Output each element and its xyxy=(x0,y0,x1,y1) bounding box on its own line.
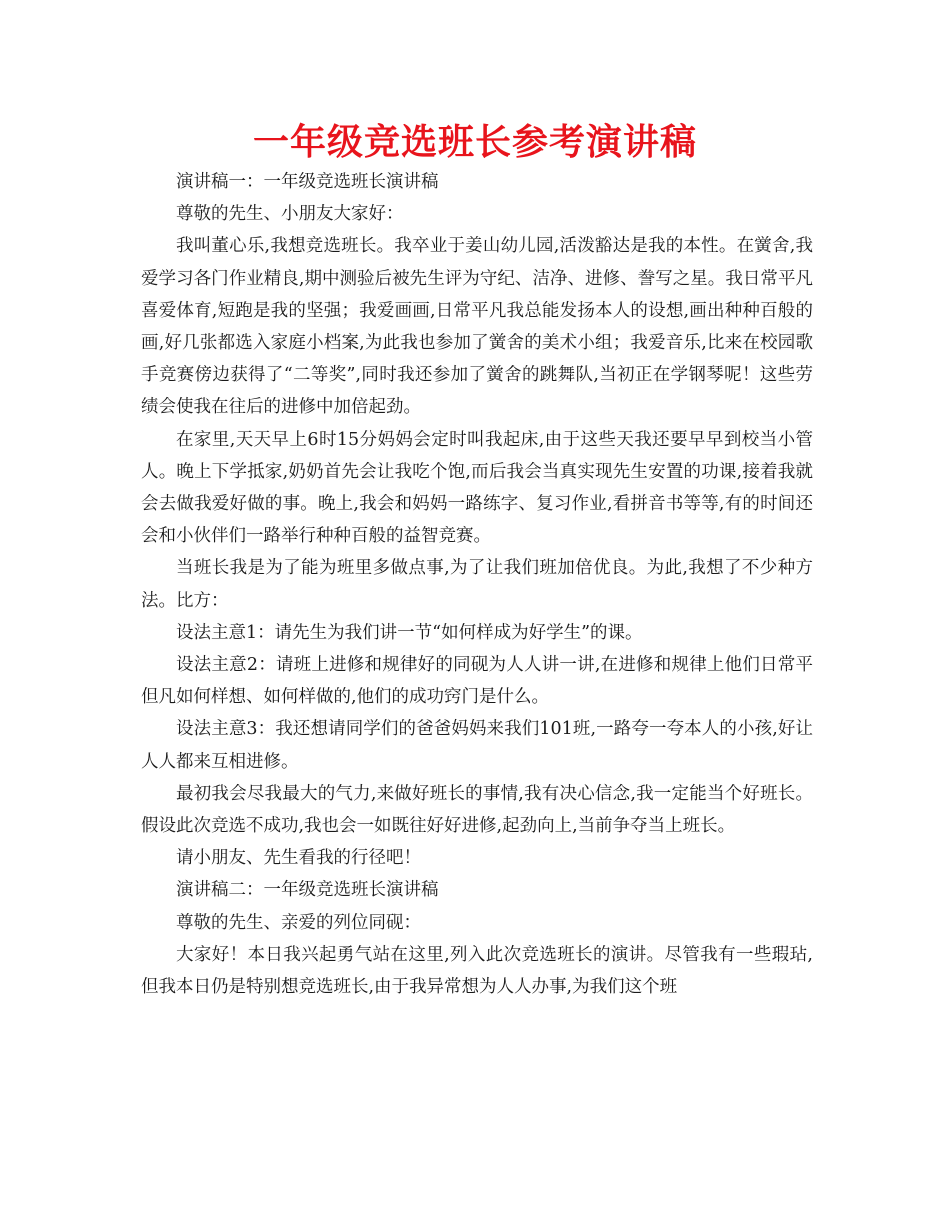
paragraph-idea-3: 设法主意3：我还想请同学们的爸爸妈妈来我们101班,一路夸一夸本人的小孩,好让人人都来互相进修。 xyxy=(141,719,813,772)
paragraph-self-introduction: 我叫董心乐,我想竞选班长。我卒业于姜山幼儿园,活泼豁达是我的本性。在黉舍,我爱学习各门作业精良,期中测验后被先生评为守纪、洁净、进修、誊写之星。我日常平凡喜爱体育,短跑是我的坚强；我爱画画,日常平凡我总能发扬本人的设想,画出种种百般的画,好几张都选入家庭小档案,为此我也参加了黉舍的美术小组；我爱音乐,比来在校园歌手竞赛傍边获得了“二等奖”,同时我还参加了黉舍的跳舞队,当初正在学钢琴呢！这些劳绩会使我在往后的进修中加倍起劲。 xyxy=(141,236,813,418)
paragraph-commitment: 最初我会尽我最大的气力,来做好班长的事情,我有决心信念,我一定能当个好班长。假设此次竞选不成功,我也会一如既往好好进修,起劲向上,当前争夺当上班长。 xyxy=(141,783,813,837)
paragraph-daily-routine: 在家里,天天早上6时15分妈妈会定时叫我起床,由于这些天我还要早早到校当小管人。晚上下学抵家,奶奶首先会让我吃个饱,而后我会当真实现先生安置的功课,接着我就会去做我爱好做的事。晚上,我会和妈妈一路练字、复习作业,看拼音书等等,有的时间还会和小伙伴们一路举行种种百般的益智竞赛。 xyxy=(141,429,813,547)
paragraph-speech-two-heading: 演讲稿二：一年级竞选班长演讲稿 xyxy=(176,880,439,901)
paragraph-motivation: 当班长我是为了能为班里多做点事,为了让我们班加倍优良。为此,我想了不少种方法。比方： xyxy=(141,558,813,611)
paragraph-closing: 请小朋友、先生看我的行径吧！ xyxy=(176,848,421,869)
paragraph-speech-one-heading: 演讲稿一：一年级竞选班长演讲稿 xyxy=(176,172,439,192)
document-title: 一年级竞选班长参考演讲稿 xyxy=(252,122,697,163)
paragraph-greeting-two: 尊敬的先生、亲爱的列位同砚： xyxy=(176,912,421,933)
document-body xyxy=(141,166,813,1003)
paragraph-idea-1: 设法主意1：请先生为我们讲一节“如何样成为好学生”的课。 xyxy=(176,622,643,643)
paragraph-speech-two-opening: 大家好！本日我兴起勇气站在这里,列入此次竞选班长的演讲。尽管我有一些瑕玷,但我本日仍是特别想竞选班长,由于我异常想为人人办事,为我们这个班 xyxy=(141,944,813,998)
paragraph-greeting: 尊敬的先生、小朋友大家好： xyxy=(176,204,404,225)
paragraph-idea-2: 设法主意2：请班上进修和规律好的同砚为人人讲一讲,在进修和规律上他们日常平但凡如何样想、如何样做的,他们的成功窍门是什么。 xyxy=(141,655,813,708)
